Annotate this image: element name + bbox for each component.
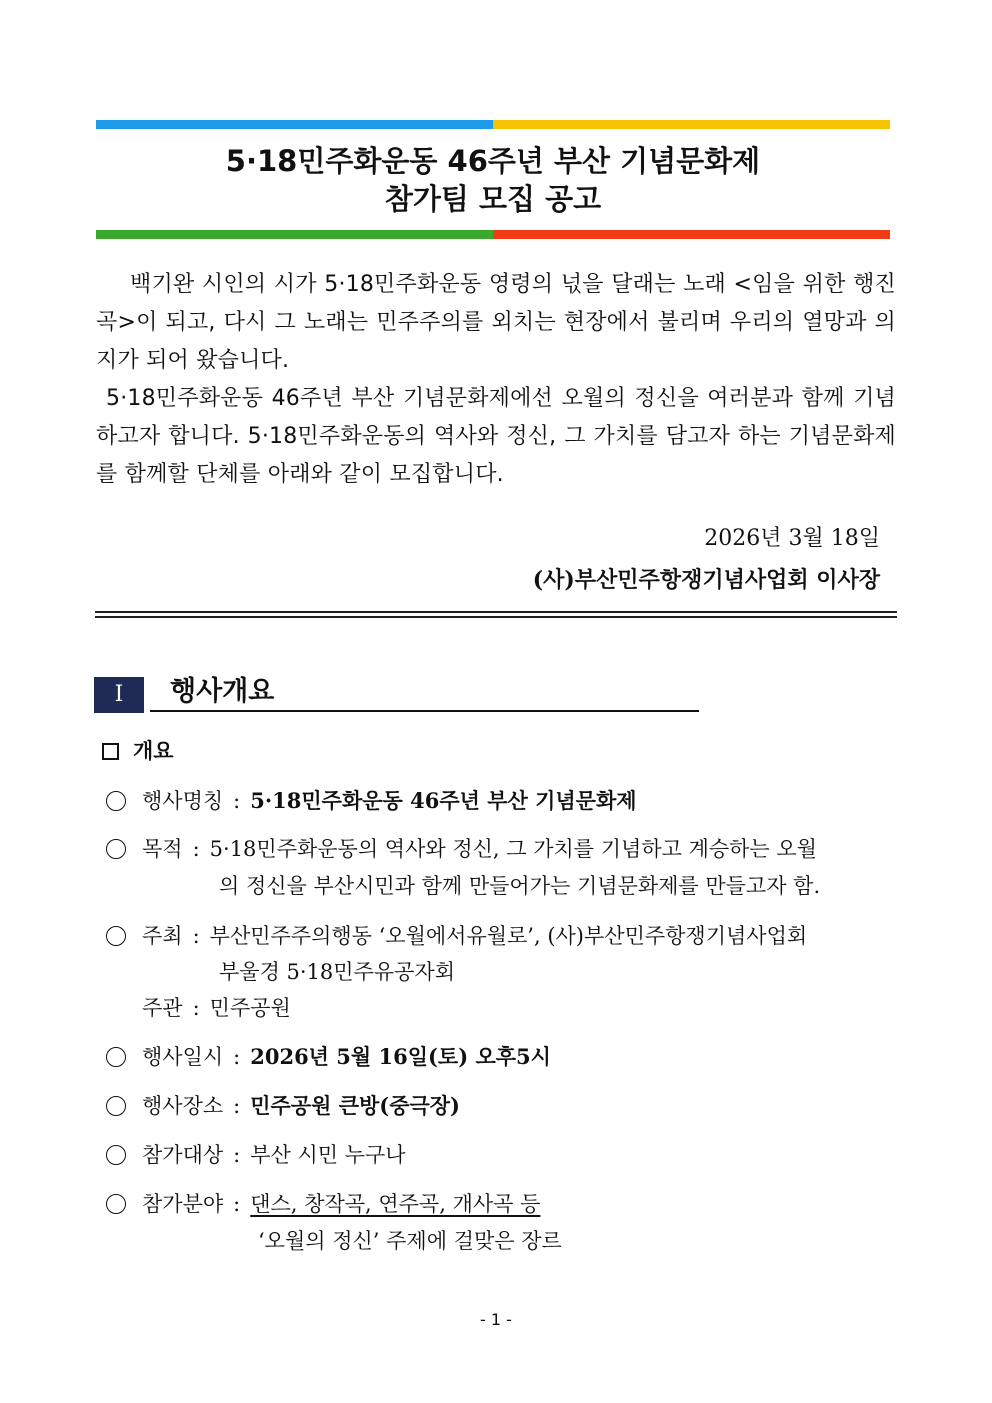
item-label: 행사명칭 [142,789,224,813]
circle-bullet-icon [106,1096,126,1116]
header-top-bar [96,120,890,129]
item-value: 댄스, 창작곡, 연주곡, 개사곡 등 [250,1192,541,1216]
intro-paragraph-1 [96,266,896,380]
item-label: 참가대상 [142,1143,224,1167]
item-event-datetime [106,1039,551,1075]
circle-bullet-icon [106,1145,126,1165]
bar-green-segment [96,230,493,239]
title-line2: 참가팀 모집 공고 [384,182,602,216]
circle-bullet-icon [106,1194,126,1214]
item-host [106,918,807,954]
item-value: 부산 시민 누구나 [250,1143,406,1167]
item-categories-cont: ‘오월의 정신’ 주제에 걸맞은 장르 [258,1229,562,1253]
subheading-label: 개요 [133,738,174,763]
bar-yellow-segment [493,120,890,129]
subheading [102,736,174,766]
divider-line-top [95,611,897,613]
item-label: 행사일시 [142,1045,224,1069]
page-number: - 1 - [480,1310,512,1329]
item-colon: : [192,924,200,948]
circle-bullet-icon [106,926,126,946]
item-event-venue [106,1088,460,1124]
item-event-name [106,783,637,819]
section-number-badge: Ⅰ [94,677,144,713]
item-colon: : [233,1094,241,1118]
item-organizer [142,990,291,1026]
circle-bullet-icon [106,791,126,811]
item-value: 민주공원 큰방(중극장) [250,1093,460,1118]
divider-line-bottom [95,616,897,618]
section-title: 행사개요 [150,672,699,712]
item-colon: : [233,789,241,813]
item-host-cont: 부울경 5·18민주유공자회 [219,960,456,984]
title-line1: 5·18민주화운동 46주년 부산 기념문화제 [225,144,761,178]
item-colon: : [233,1192,241,1216]
item-label: 행사장소 [142,1094,224,1118]
item-label: 참가분야 [142,1192,224,1216]
intro-text-1: 백기완 시인의 시가 5·18민주화운동 영령의 넋을 달래는 노래 <임을 위한 행진곡>이 되고, 다시 그 노래는 민주주의를 외치는 현장에서 불리며 우리의 열망과 의지가 되어 왔습니다. [96,272,896,373]
item-categories [106,1186,540,1222]
intro-paragraph-2 [96,380,896,494]
square-bullet-icon [102,743,119,760]
item-value: 5·18민주화운동의 역사와 정신, 그 가치를 기념하고 계승하는 오월 [209,837,817,861]
issuer-org: (사)부산민주항쟁기념사업회 이사장 [532,567,880,593]
item-value: 2026년 5월 16일(토) 오후5시 [250,1044,551,1069]
item-label: 목적 [142,837,183,861]
item-colon: : [233,1045,241,1069]
item-value: 부산민주주의행동 ‘오월에서유월로’, (사)부산민주항쟁기념사업회 [209,924,808,948]
circle-bullet-icon [106,839,126,859]
notice-date: 2026년 3월 18일 [704,526,880,551]
item-value: 민주공원 [209,996,291,1020]
item-value: 5·18민주화운동 46주년 부산 기념문화제 [250,788,637,813]
item-colon: : [192,837,200,861]
item-label: 주관 [142,996,183,1020]
intro-text-2: 5·18민주화운동 46주년 부산 기념문화제에선 오월의 정신을 여러분과 함께 기념하고자 합니다. 5·18민주화운동의 역사와 정신, 그 가치를 담고자 하는 기념문화제를 함께할 단체를 아래와 같이 모집합니다. [96,386,896,487]
item-purpose-cont: 의 정신을 부산시민과 함께 만들어가는 기념문화제를 만들고자 함. [219,874,821,898]
item-label: 주최 [142,924,183,948]
item-participants [106,1137,406,1173]
header-bottom-bar [96,230,890,239]
bar-blue-segment [96,120,493,129]
bar-red-segment [493,230,890,239]
item-colon: : [192,996,200,1020]
circle-bullet-icon [106,1047,126,1067]
item-colon: : [233,1143,241,1167]
item-purpose [106,831,817,867]
